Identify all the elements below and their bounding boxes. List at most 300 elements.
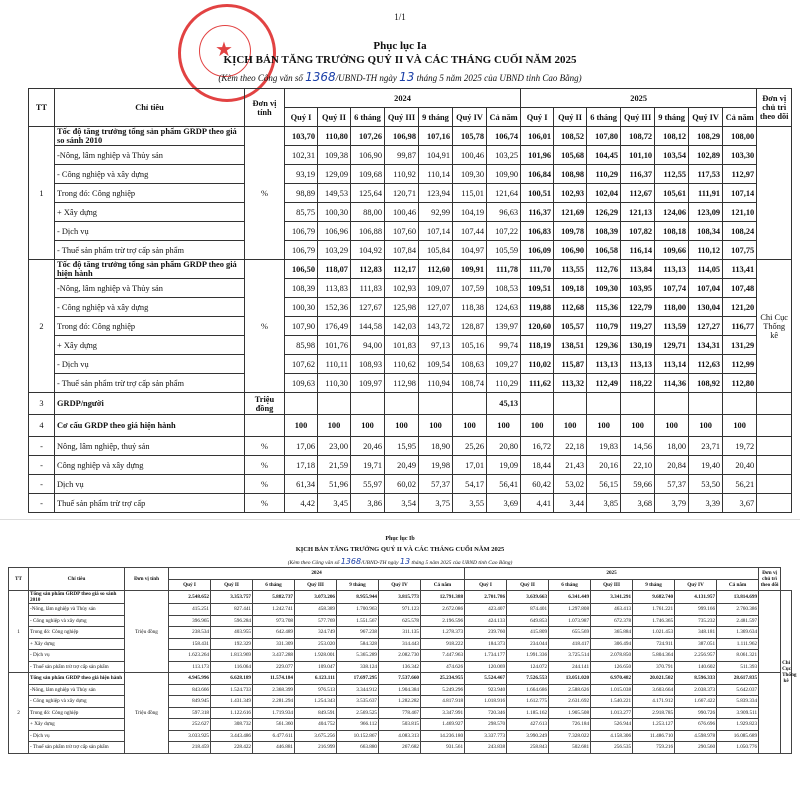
table-row <box>29 374 792 393</box>
row-responsible <box>759 673 781 754</box>
value-cell: 19,83 <box>587 437 621 456</box>
value-cell: 3.353.757 <box>211 591 253 604</box>
header-period: Quý III <box>295 579 337 591</box>
value-cell: 1.524.733 <box>211 684 253 696</box>
value-cell <box>587 393 621 415</box>
value-cell: 655.569 <box>549 627 591 639</box>
value-cell: 1.734.177 <box>465 650 507 662</box>
value-cell: 56,21 <box>723 475 757 494</box>
value-cell: 108,52 <box>554 127 587 146</box>
value-cell: 105,16 <box>453 336 487 355</box>
value-cell: 106,79 <box>285 222 318 241</box>
value-cell: 53,50 <box>689 475 723 494</box>
value-cell: 102,93 <box>385 279 419 298</box>
value-cell: 104,97 <box>453 241 487 260</box>
value-cell: 129,71 <box>655 336 689 355</box>
value-cell: 778.467 <box>379 707 421 719</box>
row-unit <box>245 415 285 437</box>
value-cell: 3,67 <box>723 494 757 513</box>
value-cell: 176,49 <box>318 317 351 336</box>
value-cell: 17,18 <box>285 456 318 475</box>
value-cell: 253.020 <box>295 638 337 650</box>
value-cell: 109,38 <box>318 146 351 165</box>
row-label: Thuế sản phẩm trừ trợ cấp <box>55 494 245 513</box>
value-cell: 123,09 <box>689 203 723 222</box>
value-cell: 113.173 <box>169 661 211 673</box>
value-cell: 2.918.785 <box>633 707 675 719</box>
value-cell: 54,17 <box>453 475 487 494</box>
value-cell: 101,83 <box>385 336 419 355</box>
value-cell: 100 <box>621 415 655 437</box>
value-cell: 1.254.343 <box>295 696 337 708</box>
value-cell: 20,16 <box>587 456 621 475</box>
value-cell: 966.112 <box>337 719 379 731</box>
value-cell: 117,53 <box>689 165 723 184</box>
row-label: Trong đó: Công nghiệp <box>29 627 125 639</box>
value-cell <box>385 393 419 415</box>
value-cell <box>723 393 757 415</box>
value-cell: 105,78 <box>453 127 487 146</box>
value-cell: 106,58 <box>587 241 621 260</box>
value-cell: 85,98 <box>285 336 318 355</box>
row-label: - Dịch vụ <box>55 355 245 374</box>
value-cell: 3,55 <box>453 494 487 513</box>
value-cell: 120,60 <box>521 317 554 336</box>
row-responsible <box>757 127 792 260</box>
value-cell: 9.682.740 <box>633 591 675 604</box>
value-cell: 314.443 <box>379 638 421 650</box>
value-cell: 561.360 <box>253 719 295 731</box>
row-label: - Thuế sản phẩm trừ trợ cấp sản phẩm <box>29 742 125 754</box>
handwritten-doc-number: 1368 <box>340 557 362 566</box>
value-cell: 108,92 <box>689 374 723 393</box>
value-cell: 112,17 <box>385 260 419 279</box>
value-cell: 57,37 <box>655 475 689 494</box>
value-cell: 13.051.020 <box>549 673 591 685</box>
value-cell: 967.238 <box>337 627 379 639</box>
value-cell: 109,18 <box>554 279 587 298</box>
row-unit: % <box>245 127 285 260</box>
value-cell: 107,75 <box>723 241 757 260</box>
value-cell: 98,89 <box>285 184 318 203</box>
row-label: Nông, lâm nghiệp, thuỷ sản <box>55 437 245 456</box>
value-cell: 105,59 <box>487 241 521 260</box>
value-cell: 3.815.773 <box>379 591 421 604</box>
value-cell: 109,27 <box>487 355 521 374</box>
handwritten-day: 13 <box>399 557 411 566</box>
page-number: 1/1 <box>394 12 406 22</box>
value-cell: 112,76 <box>587 260 621 279</box>
value-cell: 152,36 <box>318 298 351 317</box>
value-cell: 118,19 <box>521 336 554 355</box>
value-cell: 100 <box>587 415 621 437</box>
value-cell: 1.664.686 <box>507 684 549 696</box>
value-cell: 109,30 <box>587 279 621 298</box>
value-cell: 2.038.373 <box>675 684 717 696</box>
value-cell: 14.236.180 <box>421 730 465 742</box>
value-cell: 100 <box>554 415 587 437</box>
value-cell: 1.185.162 <box>507 707 549 719</box>
value-cell: 116,14 <box>621 241 655 260</box>
row-responsible <box>757 475 792 494</box>
value-cell: 109,30 <box>453 165 487 184</box>
value-cell: 104,19 <box>453 203 487 222</box>
value-cell: 108,72 <box>621 127 655 146</box>
header-responsible: Đơn vị chủ trì theo dõi <box>759 568 781 591</box>
value-cell: 2.548.652 <box>169 591 211 604</box>
value-cell: 100 <box>351 415 385 437</box>
value-cell: 6.123.111 <box>295 673 337 685</box>
value-cell: 3.443.486 <box>211 730 253 742</box>
value-cell: 106,90 <box>351 146 385 165</box>
value-cell: 101,96 <box>521 146 554 165</box>
value-cell <box>521 393 554 415</box>
table-row <box>29 456 792 475</box>
row-label: Dịch vụ <box>55 475 245 494</box>
row-responsible <box>757 393 792 415</box>
row-label: - Dịch vụ <box>55 222 245 241</box>
value-cell: 105,61 <box>655 184 689 203</box>
row-label: Tốc độ tăng trưởng tổng sản phẩm GRDP theo giá hiện hành <box>55 260 245 279</box>
value-cell: 111,91 <box>689 184 723 203</box>
value-cell: 12.791.388 <box>421 591 465 604</box>
value-cell: 108,00 <box>723 127 757 146</box>
value-cell: 338.124 <box>337 661 379 673</box>
value-cell: 104,91 <box>419 146 453 165</box>
value-cell: 1.013.277 <box>591 707 633 719</box>
row-tt: 2 <box>9 673 29 754</box>
value-cell: 107,04 <box>689 279 723 298</box>
value-cell: 256.535 <box>591 742 633 754</box>
table-row <box>29 355 792 374</box>
value-cell: 720.346 <box>465 707 507 719</box>
value-cell: 109,66 <box>655 241 689 260</box>
value-cell: 1.623.264 <box>169 650 211 662</box>
value-cell: 130,04 <box>689 298 723 317</box>
value-cell: 102,04 <box>587 184 621 203</box>
value-cell: 118,00 <box>655 298 689 317</box>
value-cell: 112,67 <box>621 184 655 203</box>
row-label: + Xây dựng <box>55 336 245 355</box>
value-cell: 128,87 <box>453 317 487 336</box>
value-cell: 102,89 <box>689 146 723 165</box>
table-row <box>29 336 792 355</box>
row-unit: Triệu đồng <box>125 591 169 673</box>
value-cell: 113,55 <box>554 260 587 279</box>
value-cell: 110,94 <box>419 374 453 393</box>
value-cell: 1.297.808 <box>549 604 591 616</box>
row-label: - Công nghiệp và xây dựng <box>55 165 245 184</box>
table-row <box>29 146 792 165</box>
value-cell: 252.627 <box>169 719 211 731</box>
header-period: Cả năm <box>717 579 759 591</box>
value-cell: 15,95 <box>385 437 419 456</box>
appendix-b-table <box>8 567 797 754</box>
value-cell: 100 <box>285 415 318 437</box>
value-cell: 119,27 <box>621 317 655 336</box>
header-period: Quý IV <box>379 579 421 591</box>
table-row <box>29 260 792 279</box>
value-cell: 106,50 <box>285 260 318 279</box>
value-cell: 4.083.313 <box>379 730 421 742</box>
value-cell: 108,39 <box>587 222 621 241</box>
value-cell: 51,96 <box>318 475 351 494</box>
value-cell: 298.570 <box>465 719 507 731</box>
table-row <box>29 203 792 222</box>
value-cell: 387.051 <box>675 638 717 650</box>
value-cell: 17.697.295 <box>337 673 379 685</box>
value-cell: 16.085.689 <box>717 730 759 742</box>
value-cell: 59,66 <box>621 475 655 494</box>
value-cell: 642.489 <box>253 627 295 639</box>
value-cell: 20,80 <box>487 437 521 456</box>
row-tt: 2 <box>29 260 55 393</box>
note-suffix: tháng 5 năm 2025 của UBND tỉnh Cao Bằng) <box>416 73 582 83</box>
value-cell: 577.769 <box>295 615 337 627</box>
header-period: Cả năm <box>487 108 521 127</box>
value-cell: 418.417 <box>549 638 591 650</box>
value-cell: 3.639.663 <box>507 591 549 604</box>
table-row <box>29 298 792 317</box>
value-cell: 113,13 <box>655 260 689 279</box>
value-cell: 100 <box>487 415 521 437</box>
value-cell: 55,97 <box>351 475 385 494</box>
value-cell: 109,54 <box>419 355 453 374</box>
value-cell: 106,09 <box>521 241 554 260</box>
value-cell: 116.064 <box>211 661 253 673</box>
value-cell: 311.135 <box>379 627 421 639</box>
value-cell: 192.329 <box>211 638 253 650</box>
value-cell: 3.909.511 <box>717 707 759 719</box>
value-cell: 258.843 <box>507 742 549 754</box>
appendix-b-note <box>0 557 800 566</box>
value-cell: 672.378 <box>591 615 633 627</box>
value-cell: 238.534 <box>169 627 211 639</box>
value-cell: 116,37 <box>621 165 655 184</box>
value-cell <box>554 393 587 415</box>
value-cell: 23,71 <box>689 437 723 456</box>
header-period: Quý II <box>554 108 587 127</box>
header-period: Quý IV <box>453 108 487 127</box>
value-cell: 228.422 <box>211 742 253 754</box>
value-cell: 107,80 <box>587 127 621 146</box>
page-separator <box>0 519 800 520</box>
value-cell: 503.815 <box>379 719 421 731</box>
value-cell: 100 <box>655 415 689 437</box>
header-period: Quý III <box>385 108 419 127</box>
row-label: -Nông, lâm nghiệp và Thủy sản <box>29 604 125 616</box>
value-cell: 108,12 <box>655 127 689 146</box>
header-period: Quý III <box>621 108 655 127</box>
value-cell: 244.141 <box>549 661 591 673</box>
value-cell: 116,77 <box>723 317 757 336</box>
value-cell: 110,79 <box>587 317 621 336</box>
value-cell: 106,83 <box>521 222 554 241</box>
value-cell: 115,36 <box>587 298 621 317</box>
value-cell: 119,88 <box>521 298 554 317</box>
header-period: Quý IV <box>675 579 717 591</box>
value-cell: 100 <box>521 415 554 437</box>
value-cell: 726.184 <box>549 719 591 731</box>
value-cell: 100,30 <box>318 203 351 222</box>
value-cell: 3.535.637 <box>337 696 379 708</box>
value-cell: 1.253.127 <box>633 719 675 731</box>
value-cell: 130,19 <box>621 336 655 355</box>
value-cell: 110,14 <box>419 165 453 184</box>
value-cell: 20,46 <box>351 437 385 456</box>
value-cell: 112,63 <box>689 355 723 374</box>
value-cell: 3.725.514 <box>549 650 591 662</box>
value-cell: 11.574.184 <box>253 673 295 685</box>
value-cell: 625.578 <box>379 615 421 627</box>
header-period: Cả năm <box>723 108 757 127</box>
value-cell: 107,82 <box>621 222 655 241</box>
value-cell: 21,43 <box>554 456 587 475</box>
value-cell: 105,68 <box>554 146 587 165</box>
note-prefix: (Kèm theo Công văn số <box>218 73 303 83</box>
row-label: + Xây dựng <box>55 203 245 222</box>
value-cell: 120.069 <box>465 661 507 673</box>
header-year-2025: 2025 <box>521 89 757 108</box>
value-cell: 8.596.333 <box>675 673 717 685</box>
value-cell: 121,10 <box>723 203 757 222</box>
value-cell: 110,11 <box>318 355 351 374</box>
row-unit: % <box>245 260 285 393</box>
value-cell: 1.904.384 <box>379 684 421 696</box>
value-cell: 6.970.482 <box>591 673 633 685</box>
value-cell: 112,49 <box>587 374 621 393</box>
value-cell: 110,92 <box>385 165 419 184</box>
value-cell: 976.513 <box>295 684 337 696</box>
value-cell: 110,29 <box>487 374 521 393</box>
value-cell: 735.232 <box>675 615 717 627</box>
value-cell: 116,37 <box>521 203 554 222</box>
value-cell: 423.407 <box>465 604 507 616</box>
value-cell: 113,32 <box>554 374 587 393</box>
value-cell: 20,84 <box>655 456 689 475</box>
value-cell: 1.369.634 <box>717 627 759 639</box>
value-cell: 216.999 <box>295 742 337 754</box>
row-unit: % <box>245 456 285 475</box>
value-cell: 118,38 <box>453 298 487 317</box>
table-row <box>29 475 792 494</box>
row-label: Trong đó: Công nghiệp <box>55 184 245 203</box>
value-cell: 724.911 <box>633 638 675 650</box>
value-cell: 103,54 <box>655 146 689 165</box>
value-cell: 3,68 <box>621 494 655 513</box>
value-cell: 107,14 <box>419 222 453 241</box>
value-cell: 93,19 <box>285 165 318 184</box>
value-cell: 184.373 <box>465 638 507 650</box>
value-cell: 105,84 <box>419 241 453 260</box>
value-cell: 109,97 <box>351 374 385 393</box>
value-cell: 112,83 <box>351 260 385 279</box>
value-cell: 596.284 <box>211 615 253 627</box>
row-label: Tốc độ tăng trưởng tổng sản phẩm GRDP theo giá so sánh 2010 <box>55 127 245 146</box>
value-cell: 3,86 <box>351 494 385 513</box>
value-cell: 121,20 <box>723 298 757 317</box>
value-cell: 2.588.626 <box>549 684 591 696</box>
value-cell: 415.809 <box>507 627 549 639</box>
value-cell: 107,59 <box>453 279 487 298</box>
value-cell: 124,06 <box>655 203 689 222</box>
value-cell: 3.341.291 <box>591 591 633 604</box>
row-label: - Dịch vụ <box>29 730 125 742</box>
row-unit: Triệu đồng <box>245 393 285 415</box>
row-label: - Công nghiệp và xây dựng <box>29 615 125 627</box>
value-cell: 931.561 <box>421 742 465 754</box>
header-period: Quý II <box>318 108 351 127</box>
value-cell: 1.431.349 <box>211 696 253 708</box>
value-cell: 7.537.660 <box>379 673 421 685</box>
value-cell: 106,74 <box>487 127 521 146</box>
value-cell: 45,13 <box>487 393 521 415</box>
value-cell: 3,45 <box>318 494 351 513</box>
row-responsible: Chi Cục Thống kê <box>781 591 792 754</box>
value-cell: 17,06 <box>285 437 318 456</box>
value-cell: 843.666 <box>169 684 211 696</box>
value-cell: 99,74 <box>487 336 521 355</box>
value-cell: 8.955.944 <box>337 591 379 604</box>
value-cell: 112,80 <box>723 374 757 393</box>
row-label: -Nông, lâm nghiệp và Thủy sản <box>55 146 245 165</box>
value-cell: 1.469.927 <box>421 719 465 731</box>
header-period: Quý III <box>591 579 633 591</box>
value-cell: 103,30 <box>723 146 757 165</box>
value-cell: 1.073.987 <box>549 615 591 627</box>
header-period: Quý I <box>169 579 211 591</box>
value-cell: 103,25 <box>487 146 521 165</box>
value-cell: 4.171.912 <box>633 696 675 708</box>
value-cell: 109,91 <box>453 260 487 279</box>
value-cell: 4,42 <box>285 494 318 513</box>
value-cell <box>419 393 453 415</box>
value-cell: 16,72 <box>521 437 554 456</box>
value-cell: 20.021.502 <box>633 673 675 685</box>
row-unit: % <box>245 437 285 456</box>
table-row <box>29 415 792 437</box>
value-cell: 99,87 <box>385 146 419 165</box>
value-cell: 1.761.221 <box>633 604 675 616</box>
value-cell: 100 <box>318 415 351 437</box>
table-row <box>9 591 792 604</box>
appendix-a-note <box>0 70 800 84</box>
table-row <box>29 494 792 513</box>
value-cell <box>318 393 351 415</box>
row-responsible <box>757 415 792 437</box>
value-cell: 107,48 <box>723 279 757 298</box>
value-cell: 102,93 <box>554 184 587 203</box>
value-cell: 1.719.934 <box>253 707 295 719</box>
value-cell: 990.726 <box>675 707 717 719</box>
value-cell: 3.337.773 <box>465 730 507 742</box>
header-period: 6 tháng <box>587 108 621 127</box>
value-cell: 118,22 <box>621 374 655 393</box>
value-cell: 6.341.449 <box>549 591 591 604</box>
appendix-a-title: Phục lục Ia <box>373 40 427 52</box>
row-label: Công nghiệp và xây dựng <box>55 456 245 475</box>
header-period: Cả năm <box>421 579 465 591</box>
value-cell: 103,29 <box>318 241 351 260</box>
value-cell: 140.602 <box>675 661 717 673</box>
value-cell: 108,18 <box>655 222 689 241</box>
header-period: Quý II <box>507 579 549 591</box>
value-cell: 100,51 <box>521 184 554 203</box>
value-cell: 92,99 <box>419 203 453 222</box>
value-cell: 143,72 <box>419 317 453 336</box>
row-unit: % <box>245 475 285 494</box>
value-cell: 14,56 <box>621 437 655 456</box>
